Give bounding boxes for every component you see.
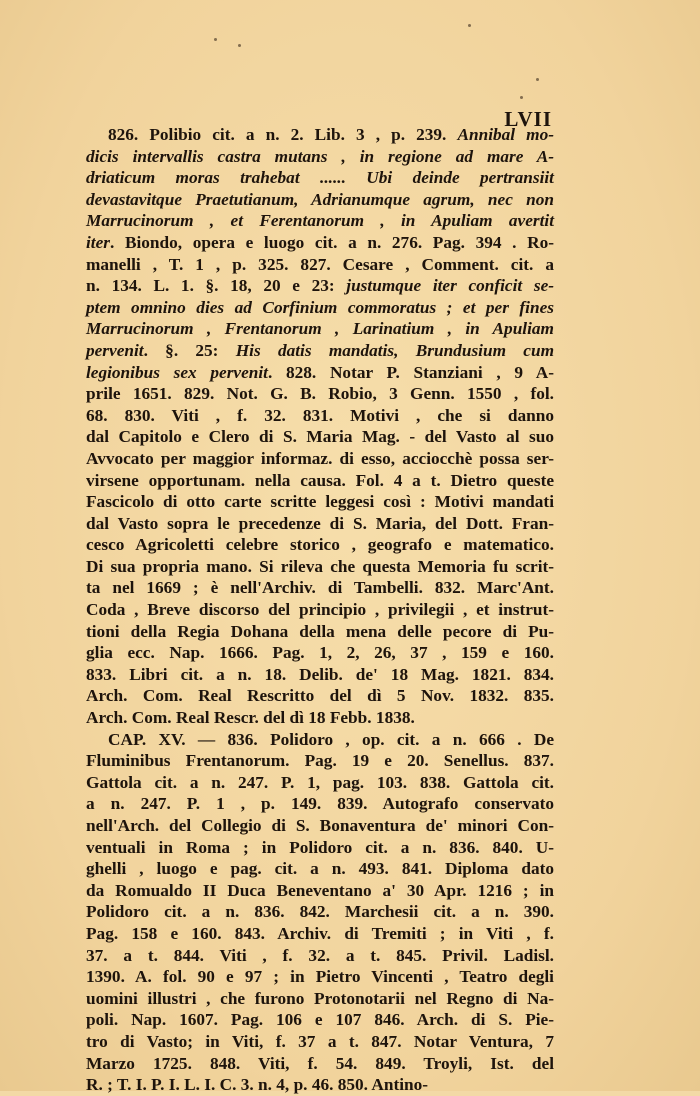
text-run: R. ; T. I. P. I. L. I. C. 3. n. 4, p. 46. 850. Antino- (86, 1075, 429, 1095)
italic-quote: ptem omnino dies ad Corfinium commoratus ; et per fines (86, 297, 554, 317)
text-line (86, 448, 554, 470)
text-run: dal Capitolo e Clero di S. Maria Mag. - del Vasto al suo (86, 427, 554, 447)
text-line (86, 470, 554, 492)
text-line (86, 254, 554, 276)
page-folio: LVII (504, 107, 552, 131)
text-line (86, 297, 554, 319)
text-run: cesco Agricoletti celebre storico , geografo e matematico. (86, 535, 554, 555)
text-line (86, 513, 554, 535)
text-line (86, 405, 554, 427)
text-line (86, 167, 554, 189)
text-run: Di sua propria mano. Si rileva che questa Memoria fu scrit- (86, 556, 554, 576)
text-line (86, 275, 554, 297)
speck (238, 44, 241, 47)
text-line (86, 534, 554, 556)
text-line (86, 923, 554, 945)
speck (468, 24, 471, 27)
text-line (86, 124, 554, 146)
text-run: a n. 247. P. 1 , p. 149. 839. Autografo conservato (86, 794, 554, 814)
text-line (86, 750, 554, 772)
italic-quote: Marrucinorum , et Ferentanorum , in Apuliam avertit (86, 211, 554, 231)
text-line (86, 318, 554, 340)
text-run: 68. 830. Viti , f. 32. 831. Motivi , che si danno (86, 405, 554, 425)
text-run: Fascicolo di otto carte scritte leggesi così : Motivi mandati (86, 492, 554, 512)
text-run: 37. a t. 844. Viti , f. 32. a t. 845. Privil. Ladisl. (86, 945, 554, 965)
speck (536, 78, 539, 81)
text-line (86, 1053, 554, 1075)
text-run: da Romualdo II Duca Beneventano a' 30 Apr. 1216 ; in (86, 880, 554, 900)
text-line (86, 664, 554, 686)
italic-quote: dicis intervallis castra mutans , in regione ad mare A- (86, 146, 554, 166)
text-line (86, 966, 554, 988)
text-line (86, 815, 554, 837)
text-run: Coda , Breve discorso del principio , privilegii , et instrut- (86, 600, 554, 620)
italic-quote: justumque iter conficit se- (346, 276, 554, 296)
text-line (86, 707, 554, 729)
text-line (86, 1031, 554, 1053)
text-run: 826. Polibio cit. a n. 2. Lib. 3 , p. 239. (108, 125, 458, 144)
italic-quote: driaticum moras trahebat ...... Ubi deinde pertransiit (86, 168, 554, 188)
text-line (86, 383, 554, 405)
text-line (86, 556, 554, 578)
text-run: . Biondo, opera e luogo cit. a n. 276. Pag. 394 . Ro- (110, 232, 554, 252)
text-run: . 828. Notar P. Stanziani , 9 A- (267, 362, 554, 382)
text-line (86, 362, 554, 384)
text-run: CAP. XV. — 836. Polidoro , op. cit. a n. 666 . De (108, 729, 554, 749)
text-line (86, 880, 554, 902)
text-line (86, 426, 554, 448)
text-line (86, 729, 554, 751)
text-line (86, 837, 554, 859)
italic-quote: devastavitque Praetutianum, Adrianumque agrum, nec non (86, 189, 554, 209)
italic-quote: pervenit (86, 340, 144, 360)
text-line (86, 642, 554, 664)
text-run: Polidoro cit. a n. 836. 842. Marchesii cit. a n. 390. (86, 902, 554, 922)
text-line (86, 146, 554, 168)
text-line (86, 793, 554, 815)
text-run: manelli , T. 1 , p. 325. 827. Cesare , Comment. cit. a (86, 254, 554, 274)
text-line (86, 901, 554, 923)
italic-quote: Marrucinorum , Frentanorum , Larinatium , in Apuliam (86, 319, 554, 339)
text-line (86, 599, 554, 621)
text-run: Arch. Com. Real Rescr. del dì 18 Febb. 1838. (86, 708, 415, 728)
text-run: virsene opportunam. nella causa. Fol. 4 a t. Dietro queste (86, 470, 554, 490)
speck (214, 38, 217, 41)
text-run: ventuali in Roma ; in Polidoro cit. a n. 836. 840. U- (86, 837, 554, 857)
text-line (86, 1009, 554, 1031)
text-run: tioni della Regia Dohana della mena delle pecore di Pu- (86, 621, 554, 641)
text-line (86, 858, 554, 880)
text-line (86, 988, 554, 1010)
text-line (86, 772, 554, 794)
text-line (86, 210, 554, 232)
text-line (86, 945, 554, 967)
italic-quote: Annibal mo- (457, 125, 555, 144)
text-line (86, 621, 554, 643)
text-line (86, 491, 554, 513)
text-run: ghelli , luogo e pag. cit. a n. 493. 841. Diploma dato (86, 859, 554, 879)
italic-quote: legionibus sex pervenit (86, 362, 268, 382)
text-line (86, 685, 554, 707)
text-line (86, 232, 554, 254)
text-run: nell'Arch. del Collegio di S. Bonaventura de' minori Con- (86, 816, 554, 835)
text-run: . §. 25: (143, 340, 236, 360)
text-run: poli. Nap. 1607. Pag. 106 e 107 846. Arch. di S. Pie- (86, 1010, 554, 1030)
text-line (86, 340, 554, 362)
text-run: Avvocato per maggior informaz. di esso, acciocchè possa ser- (86, 448, 554, 468)
text-run: glia ecc. Nap. 1666. Pag. 1, 2, 26, 37 , 159 e 160. (86, 643, 554, 663)
text-run: 833. Libri cit. a n. 18. Delib. de' 18 Mag. 1821. 834. (86, 664, 554, 684)
notes-text (86, 124, 554, 1096)
italic-quote: His datis mandatis, Brundusium cum (235, 340, 555, 360)
text-run: 1390. A. fol. 90 e 97 ; in Pietro Vincenti , Teatro degli (86, 967, 554, 987)
text-line (86, 1074, 554, 1096)
text-run: Fluminibus Frentanorum. Pag. 19 e 20. Senellus. 837. (86, 751, 554, 771)
text-line (86, 189, 554, 211)
text-run: dal Vasto sopra le precedenze di S. Maria, del Dott. Fran- (86, 513, 554, 533)
text-run: tro di Vasto; in Viti, f. 37 a t. 847. Notar Ventura, 7 (86, 1031, 554, 1051)
text-run: Arch. Com. Real Rescritto del dì 5 Nov. 1832. 835. (86, 686, 554, 706)
text-run: prile 1651. 829. Not. G. B. Robio, 3 Genn. 1550 , fol. (86, 384, 554, 404)
text-run: Marzo 1725. 848. Viti, f. 54. 849. Troyli, Ist. del (86, 1053, 554, 1073)
italic-quote: iter (86, 232, 110, 252)
speck (520, 96, 523, 99)
text-run: uomini illustri , che furono Protonotarii nel Regno di Na- (86, 988, 554, 1008)
text-run: Pag. 158 e 160. 843. Archiv. di Tremiti ; in Viti , f. (86, 923, 554, 943)
text-run: Gattola cit. a n. 247. P. 1, pag. 103. 838. Gattola cit. (86, 772, 554, 792)
text-run: n. 134. L. 1. §. 18, 20 e 23: (86, 276, 347, 296)
text-run: ta nel 1669 ; è nell'Archiv. di Tambelli. 832. Marc'Ant. (86, 578, 554, 598)
text-line (86, 577, 554, 599)
